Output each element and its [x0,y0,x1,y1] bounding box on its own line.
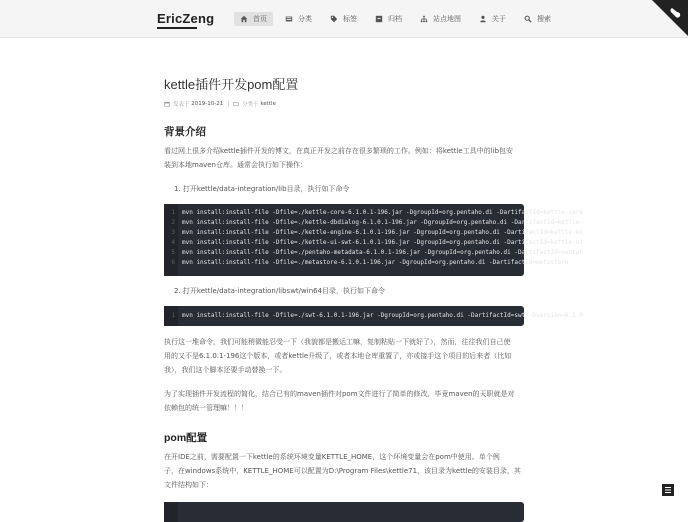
line-number: 1 [171,312,175,319]
github-corner-icon[interactable] [652,0,688,36]
nav-item-label: 分类 [298,15,312,23]
post-title[interactable]: kettle插件开发pom配置 [164,77,299,92]
paragraph-4 [164,450,524,492]
nav-item-label: 关于 [492,15,506,23]
code-text: mvn install:install-file -Dfile=./swt-6.1.0.1-196.jar -DgroupId=org.pentaho.di -DartifactId=swt -Dversion=6.1.0 [182,312,583,319]
folder-icon [285,15,293,23]
logo-underline [157,27,197,29]
tag-icon [330,15,338,23]
nav-item-search[interactable] [518,12,557,26]
post-meta [164,100,276,108]
nav-item-tags[interactable] [324,12,363,26]
paragraph-line: 我），我们这个脚本还要手动替换一下。 [164,366,287,374]
nav-item-label: 站点地图 [433,15,461,23]
post-date[interactable]: 2019-10-21 [191,101,224,107]
paragraph-line: 在开IDE之前，需要配置一下kettle的系统环境变量KETTLE_HOME，这个环境变量会在pom中使用。单个例 [164,453,500,461]
code-block [164,204,583,276]
paragraph-3 [164,387,524,415]
calendar-icon [164,101,170,107]
nav-item-label: 搜索 [537,15,551,23]
paragraph-2 [164,335,524,377]
nav-item-home[interactable] [234,12,273,26]
line-number: 4 [171,239,175,246]
code-text: mvn install:install-file -Dfile=./kettle-dbdialog-6.1.0.1-196.jar -DgroupId=org.pentaho.di -DartifactId=kettle- [182,219,583,226]
search-icon [524,15,532,23]
code-text: mvn install:install-file -Dfile=./metastore-6.1.0.1-196.jar -DgroupId=org.pentaho.di -DartifactId=metastore [182,259,569,266]
sitemap-icon [420,15,428,23]
list-item-step1: 1. 打开kettle/data-integration/lib目录，执行如下命令 [174,185,350,193]
nav-item-sitemap[interactable] [414,12,467,26]
section-heading: 背景介绍 [164,126,206,138]
nav-item-label: 标签 [343,15,357,23]
nav-item-label: 首页 [253,15,267,23]
line-number: 2 [171,219,175,226]
nav-item-archives[interactable] [369,12,408,26]
paragraph-line: 文件结构如下： [164,481,213,489]
post-category-link[interactable]: kettle [260,101,276,107]
code-text: mvn install:install-file -Dfile=./kettle-ui-swt-6.1.0.1-196.jar -DgroupId=org.pentaho.di -DartifactId=kettle-ui [182,239,583,246]
code-text: mvn install:install-file -Dfile=./kettle-engine-6.1.0.1-196.jar -DgroupId=org.pentaho.di -DartifactId=kettle-en [182,229,583,236]
line-number: 1 [171,209,175,216]
paragraph-line: 用的又不是6.1.0.1-196这个版本，或者kettle升级了，或者本地仓库重置了，亦或接手这个项目的后来者（比如 [164,352,512,360]
paragraph-line: 装到本地maven仓库。通常会执行如下操作： [164,161,307,169]
code-gutter [164,502,178,522]
site-header [0,0,688,38]
nav-item-about[interactable] [473,12,512,26]
category-label: 分类于 [242,102,259,108]
code-block [164,306,583,326]
folder-icon [233,101,239,107]
line-number: 6 [171,259,175,266]
line-number: 5 [171,249,175,256]
paragraph-line: 子，在windows系统中，KETTLE_HOME可以配置为D:\Program Files\kettle71，该目录为kettle的安装目录，其 [164,467,521,475]
posted-label: 发表于 [173,102,190,108]
code-text: mvn install:install-file -Dfile=./kettle-core-6.1.0.1-196.jar -DgroupId=org.pentaho.di -DartifactId=kettle-core [182,209,583,216]
nav-item-label: 归档 [388,15,402,23]
paragraph-line: 执行这一堆命令，我们可能稍微能忍受一下（我貌都是搬运工嘛，复制粘贴一下就好了），然而，往往我们自己使 [164,338,511,346]
section-heading: pom配置 [164,432,208,444]
nav-item-categories[interactable] [279,12,318,26]
paragraph-intro [164,144,524,172]
paragraph-line: 看过网上很多介绍kettle插件开发的博文，在真正开发之前存在很多繁琐的工作。例如：将kettle工具中的lib包安 [164,147,514,155]
home-icon [240,15,248,23]
code-block [164,502,524,522]
menu-icon[interactable] [662,484,674,496]
list-item-step2: 2. 打开kettle/data-integration/libswt/win64目录，执行如下命令 [174,287,386,295]
paragraph-line: 为了实现插件开发流程的简化，结合已有的maven插件对pom文件进行了简单的修改，毕竟maven的天职就是对 [164,390,515,398]
code-text: mvn install:install-file -Dfile=./pentaho-metadata-6.1.0.1-196.jar -DgroupId=org.pentaho.di -DartifactId=pentah [182,249,583,256]
archive-icon [375,15,383,23]
meta-divider: | [227,101,230,107]
paragraph-line: 依赖包的统一管理嘛！！！ [164,404,248,412]
site-logo[interactable]: EricZeng [157,11,215,26]
line-number: 3 [171,229,175,236]
user-icon [479,15,487,23]
main-nav [234,12,563,26]
